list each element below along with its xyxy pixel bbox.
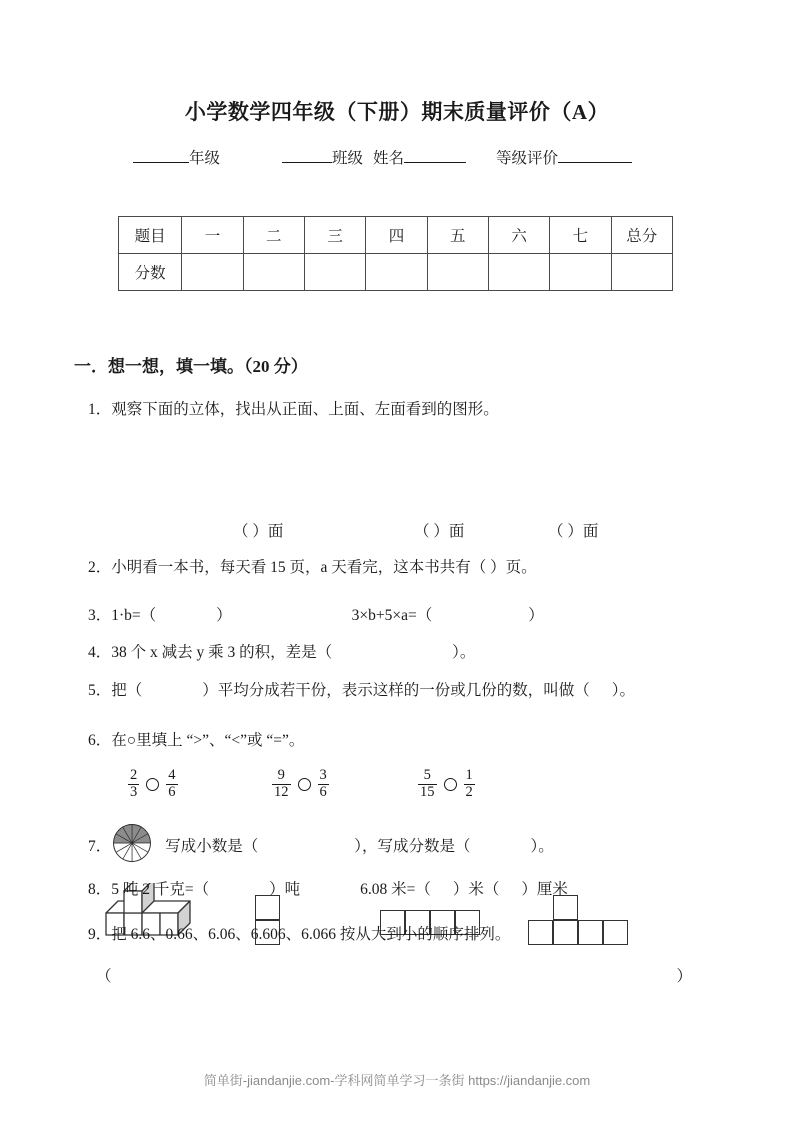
numerator: 5	[423, 767, 431, 783]
q7-part-a: 写成小数是（	[165, 838, 259, 855]
name-blank[interactable]	[404, 147, 466, 163]
denominator: 6	[168, 783, 176, 800]
q5-part-c: ）。	[611, 682, 636, 699]
question-8-text	[88, 878, 568, 901]
face-blank-3[interactable]: （ ）面	[548, 523, 599, 540]
page-title: 小学数学四年级（下册）期末质量评价（A）	[184, 100, 610, 124]
rating-label: 等级评价	[496, 150, 559, 167]
fraction-compare-1	[128, 768, 178, 801]
comparison-circle-icon[interactable]	[444, 778, 457, 791]
pie-chart-figure	[111, 822, 153, 871]
section-heading-1: 一．想一想，填一填。（20 分）	[74, 357, 308, 376]
score-cell-6[interactable]	[488, 254, 549, 291]
question-2-text: 2．小明看一本书，每天看 15 页，a 天看完，这本书共有（ ）页。	[88, 559, 537, 576]
pie-twelfths-icon	[111, 822, 153, 864]
q5-part-a: 5．把（	[88, 682, 143, 699]
question-5-text	[88, 679, 635, 702]
numerator: 4	[168, 767, 176, 783]
col-header-4: 四	[366, 217, 427, 254]
q5-part-b: ）平均分成若干份，表示这样的一份或几份的数，叫做（	[202, 682, 590, 699]
fraction-compare-3	[418, 768, 475, 801]
col-header-6: 六	[488, 217, 549, 254]
col-header-2: 二	[243, 217, 304, 254]
q3-right-expression: 3×b+5×a=（	[351, 607, 433, 624]
view-shape-row-4-with-top	[528, 895, 628, 945]
q9-open-paren: （	[96, 968, 112, 985]
face-blank-1[interactable]: （ ）面	[233, 523, 284, 540]
face-blank-2[interactable]: （ ）面	[414, 523, 465, 540]
row-label-topic: 题目	[119, 217, 182, 254]
q8-part-d: ）米（	[452, 881, 500, 898]
fraction-left	[272, 768, 291, 801]
numerator: 3	[319, 767, 327, 783]
question-9-answer-area[interactable]	[96, 965, 692, 988]
numerator: 1	[465, 767, 473, 783]
score-cell-2[interactable]	[243, 254, 304, 291]
fraction-left	[418, 768, 437, 801]
q7-part-c: ）。	[530, 838, 554, 855]
denominator: 6	[319, 783, 327, 800]
col-header-total: 总分	[611, 217, 672, 254]
q8-part-e: ）厘米	[521, 881, 568, 898]
denominator: 12	[274, 783, 289, 800]
question-7-text	[88, 822, 554, 871]
grade-blank[interactable]	[133, 147, 189, 163]
comparison-circle-icon[interactable]	[298, 778, 311, 791]
comparison-circle-icon[interactable]	[146, 778, 159, 791]
question-6-text: 6．在○里填上 “>”、“<”或 “=”。	[88, 732, 305, 749]
rating-blank[interactable]	[558, 147, 632, 163]
q3-right-close: ）	[528, 607, 544, 624]
class-label: 班级	[332, 150, 364, 167]
q8-part-b: ）吨	[269, 881, 301, 898]
col-header-5: 五	[427, 217, 488, 254]
q4-close: ）。	[452, 644, 476, 661]
fraction-left	[128, 768, 139, 801]
row-label-score: 分数	[119, 254, 182, 291]
col-header-1: 一	[182, 217, 243, 254]
score-cell-1[interactable]	[182, 254, 243, 291]
student-info-line	[133, 146, 673, 168]
question-1-figures	[0, 440, 794, 555]
class-blank[interactable]	[282, 147, 332, 163]
col-header-7: 七	[550, 217, 611, 254]
denominator: 15	[420, 783, 435, 800]
footer-watermark: 简单街-jiandanjie.com-学科网简单学习一条街 https://jiandanjie.com	[203, 1073, 591, 1088]
q3-left-close: ）	[216, 607, 232, 624]
score-table	[118, 216, 673, 291]
q8-part-a: 8．5 吨 2 千克=（	[88, 881, 210, 898]
fraction-compare-2	[272, 768, 329, 801]
score-cell-4[interactable]	[366, 254, 427, 291]
table-row-score	[119, 254, 673, 291]
fraction-right	[318, 768, 329, 801]
q3-left-expression: 3．1·b=（	[88, 607, 157, 624]
question-1-text: 1．观察下面的立体，找出从正面、上面、左面看到的图形。	[88, 401, 499, 418]
grade-label: 年级	[189, 150, 221, 167]
question-3-text	[88, 604, 544, 627]
q7-number: 7．	[88, 838, 112, 855]
score-cell-7[interactable]	[550, 254, 611, 291]
name-label: 姓名	[373, 150, 405, 167]
fraction-right	[166, 768, 177, 801]
q4-text: 4．38 个 x 减去 y 乘 3 的积，差是（	[88, 644, 333, 661]
question-9-text: 9．把 6.6、0.66、6.06、6.606、6.066 按从大到小的顺序排列。	[88, 926, 511, 943]
score-cell-3[interactable]	[304, 254, 365, 291]
denominator: 2	[465, 783, 473, 800]
q8-part-c: 6.08 米=（	[360, 881, 431, 898]
numerator: 2	[130, 767, 138, 783]
col-header-3: 三	[304, 217, 365, 254]
score-cell-5[interactable]	[427, 254, 488, 291]
denominator: 3	[130, 783, 138, 800]
score-cell-total[interactable]	[611, 254, 672, 291]
question-4-text	[88, 641, 475, 664]
q9-close-paren: ）	[676, 968, 692, 985]
q7-part-b: ），写成分数是（	[354, 838, 471, 855]
numerator: 9	[277, 767, 285, 783]
table-row-header	[119, 217, 673, 254]
fraction-right	[464, 768, 475, 801]
